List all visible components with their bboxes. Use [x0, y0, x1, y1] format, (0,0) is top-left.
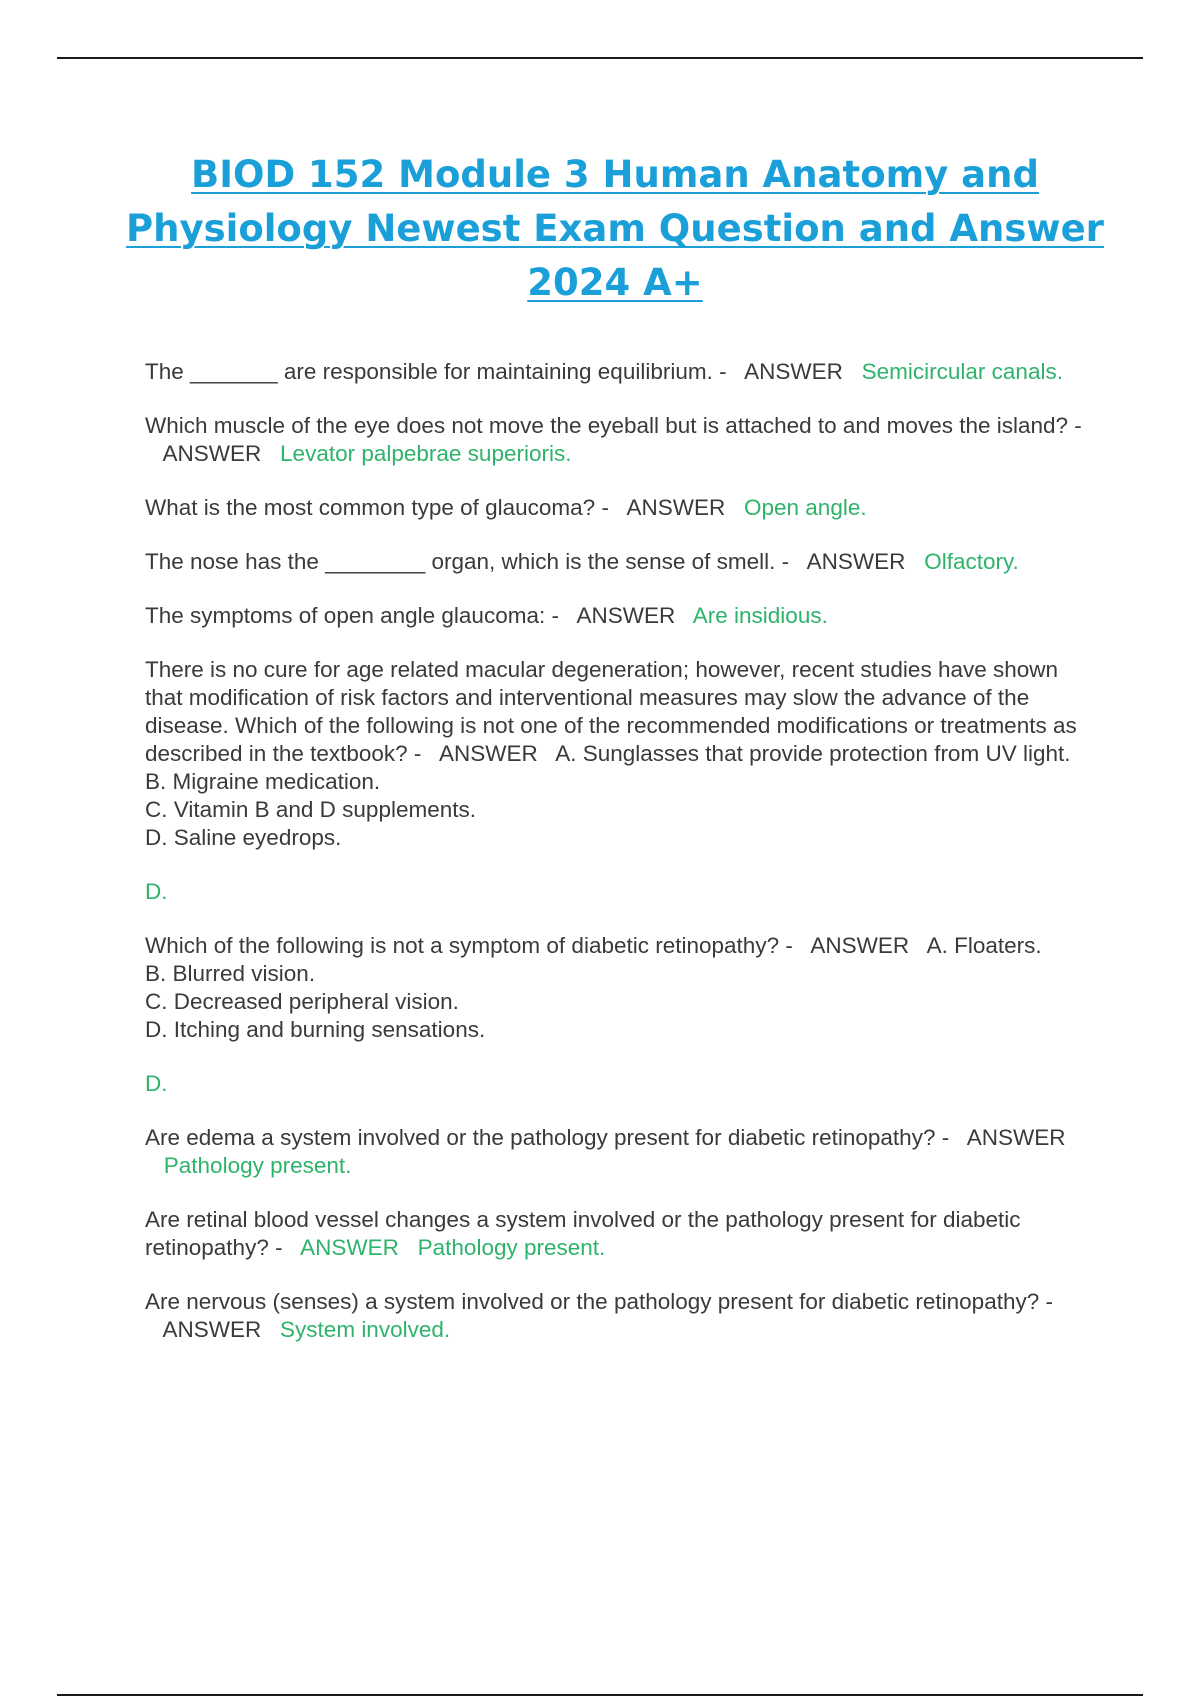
option-b: B. Blurred vision.: [145, 961, 316, 986]
qa-item: [145, 1288, 1095, 1344]
qa-item: [145, 1124, 1095, 1180]
multiple-choice-item: [145, 656, 1095, 852]
option-d: D. Itching and burning sensations.: [145, 1017, 486, 1042]
answer-marker: ANSWER: [438, 741, 538, 766]
question-text: Which muscle of the eye does not move the eyeball but is attached to and moves the island? -: [145, 413, 1082, 438]
answer-text: Olfactory.: [924, 549, 1019, 574]
question-text: What is the most common type of glaucoma? -: [145, 495, 609, 520]
qa-item: [145, 494, 1095, 522]
option-d: D. Saline eyedrops.: [145, 825, 342, 850]
qa-item: [145, 412, 1095, 468]
option-a: A. Floaters.: [926, 933, 1042, 958]
question-text: Are edema a system involved or the pathology present for diabetic retinopathy? -: [145, 1125, 950, 1150]
answer-marker: ANSWER: [806, 549, 906, 574]
qa-item: [145, 358, 1095, 386]
multiple-choice-item: [145, 932, 1095, 1044]
answer-text: Are insidious.: [692, 603, 828, 628]
qa-item: [145, 548, 1095, 576]
answer-text: Levator palpebrae superioris.: [280, 441, 572, 466]
option-c: C. Vitamin B and D supplements.: [145, 797, 476, 822]
answer-marker: ANSWER: [162, 441, 262, 466]
question-text: The _______ are responsible for maintaining equilibrium. -: [145, 359, 727, 384]
answer-marker: ANSWER: [966, 1125, 1066, 1150]
header-rule: [57, 57, 1143, 59]
answer-marker: ANSWER: [626, 495, 726, 520]
answer-marker: ANSWER: [810, 933, 910, 958]
answer-marker: ANSWER: [576, 603, 676, 628]
option-c: C. Decreased peripheral vision.: [145, 989, 459, 1014]
qa-item: [145, 1206, 1095, 1262]
answer-text: D.: [145, 879, 168, 904]
footer-rule: [57, 1694, 1143, 1696]
option-b: B. Migraine medication.: [145, 769, 381, 794]
answer-marker: ANSWER: [300, 1235, 399, 1260]
answer-marker: ANSWER: [162, 1317, 262, 1342]
question-text: The symptoms of open angle glaucoma: -: [145, 603, 559, 628]
answer-text: Semicircular canals.: [861, 359, 1063, 384]
answer-text: Pathology present.: [163, 1153, 352, 1178]
answer-text: System involved.: [280, 1317, 451, 1342]
question-text: The nose has the ________ organ, which is the sense of smell. -: [145, 549, 790, 574]
qa-content: [145, 358, 1095, 1370]
document-title: BIOD 152 Module 3 Human Anatomy and Physiology Newest Exam Question and Answer 2024 A+: [126, 153, 1104, 304]
question-text: Which of the following is not a symptom of diabetic retinopathy? -: [145, 933, 793, 958]
answer-marker: ANSWER: [744, 359, 843, 384]
option-a: A. Sunglasses that provide protection from UV light.: [555, 741, 1071, 766]
question-text: Are retinal blood vessel changes a system involved or the pathology present for diabetic retinopathy? -: [145, 1207, 1021, 1260]
question-text: Are nervous (senses) a system involved or the pathology present for diabetic retinopathy? -: [145, 1289, 1053, 1314]
question-text: There is no cure for age related macular degeneration; however, recent studies have shown that modification of risk factors and interventional measures may slow the advance of the disease. Which of the following is not one of the recommended modifications or treatments as described in the textbook? -: [145, 657, 1077, 766]
qa-item: [145, 602, 1095, 630]
answer-text: Open angle.: [744, 495, 867, 520]
answer-text: D.: [145, 1071, 168, 1096]
answer-text: Pathology present.: [417, 1235, 606, 1260]
